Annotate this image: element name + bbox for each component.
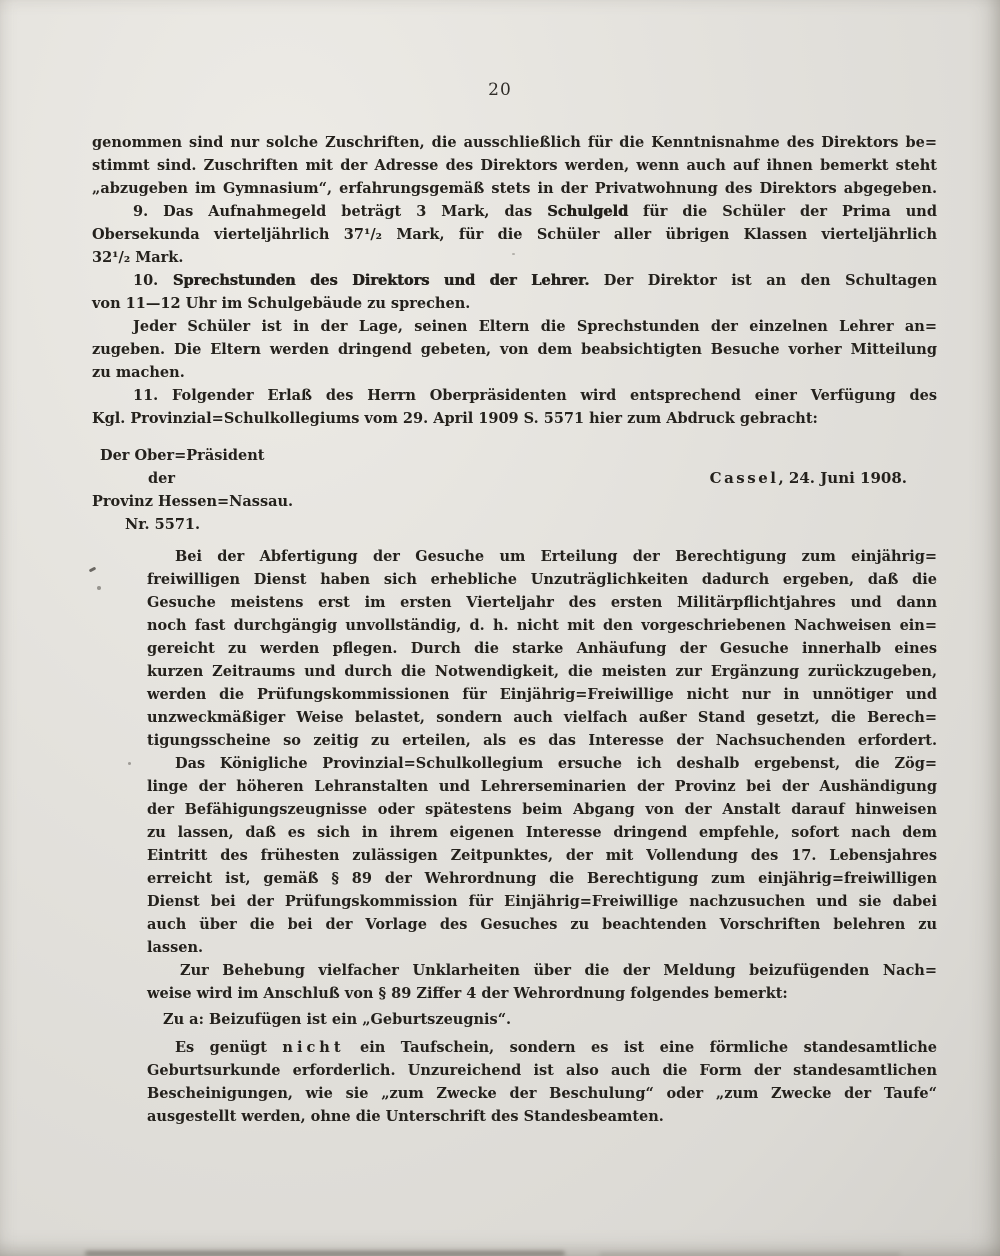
text-run: weise wird im Anschluß von § 89 Ziffer 4 der Wehrordnung folgendes bemerkt: [147,985,788,1002]
ink-speck [97,586,101,590]
text-line [92,407,937,430]
text-line [147,683,937,706]
text-run: Geburtsurkunde erforderlich. Unzureichend ist also auch die Form der standesamtlichen [147,1062,937,1079]
text-line [147,1008,937,1031]
text-line [147,614,937,637]
emphasized-text: Schulgeld [547,203,629,220]
main-text-block [92,131,937,430]
text-run: Zu a: Beizufügen ist ein „Geburtszeugnis“. [163,1011,512,1028]
letter-dateline [710,467,907,490]
sender-file-number: Nr. 5571. [125,516,201,533]
text-run: freiwilligen Dienst haben sich erhebliche Unzuträglichkeiten dadurch ergeben, daß die [147,571,937,588]
text-line [147,890,937,913]
text-line [147,775,937,798]
page-number: 20 [488,80,512,100]
text-run: zu lassen, daß es sich in ihrem eigenen Interesse dringend empfehle, sofort nach dem [147,824,937,841]
text-line [147,936,937,959]
text-line [92,361,937,384]
text-run: ausgestellt werden, ohne die Unterschrift des Standesbeamten. [147,1108,664,1125]
text-line [147,568,937,591]
paragraph [92,384,937,430]
text-line [147,798,937,821]
text-line [147,660,937,683]
text-run: Eintritt des frühesten zulässigen Zeitpunktes, der mit Vollendung des 17. Lebensjahres [147,847,937,864]
text-run: Bescheinigungen, wie sie „zum Zwecke der Beschulung“ oder „zum Zwecke der Taufe“ [147,1085,937,1102]
text-run: 10. [133,272,173,289]
ink-speck [347,228,350,231]
text-line [92,315,937,338]
letterhead-block [92,444,937,536]
paragraph [147,1008,937,1031]
text-run: zu machen. [92,364,185,381]
letter-body-block [147,545,937,1128]
paragraph [92,269,937,315]
text-run: auch über die bei der Vorlage des Gesuches zu beachtenden Vorschriften belehren zu [147,916,937,933]
text-run: linge der höheren Lehranstalten und Lehrerseminarien der Provinz bei der Aushändigung [147,778,937,795]
text-run: noch fast durchgängig unvollständig, d. h. nicht mit den vorgeschriebenen Nachweisen ein= [147,617,937,634]
text-run: ein Taufschein, sondern es ist eine förmliche standesamtliche [344,1039,937,1056]
ink-speck [128,762,131,765]
text-line [147,982,937,1005]
text-line [147,1082,937,1105]
ink-speck [89,567,97,573]
text-line [147,545,937,568]
text-line [147,1036,937,1059]
text-run: Es genügt [175,1039,283,1056]
text-run: für die Schüler der Prima und [628,203,937,220]
ink-speck [512,253,515,255]
text-line [92,131,937,154]
text-run: Obersekunda vierteljährlich 37¹/₂ Mark, für die Schüler aller übrigen Klassen vierteljährlich [92,226,937,243]
text-line [92,200,937,223]
text-run: kurzen Zeitraums und durch die Notwendigkeit, die meisten zur Ergänzung zurückzugeben, [147,663,937,680]
text-line [147,591,937,614]
text-line [92,177,937,200]
text-run: stimmt sind. Zuschriften mit der Adresse des Direktors werden, wenn auch auf ihnen bemerkt steht [92,157,937,174]
text-line [147,821,937,844]
text-run: Der Direktor ist an den Schultagen [589,272,937,289]
text-line [147,706,937,729]
text-line [92,338,937,361]
paragraph [147,545,937,752]
text-run: lassen. [147,939,204,956]
text-run: 11. Folgender Erlaß des Herrn Oberpräsidenten wird entsprechend einer Verfügung des [133,387,937,404]
sender-title: Der Ober=Präsident [100,447,265,464]
text-line [147,959,937,982]
text-line [147,867,937,890]
sender-der: der [148,470,176,487]
text-run: Zur Behebung vielfacher Unklarheiten über die der Meldung beizufügenden Nach= [180,962,937,979]
paragraph [147,752,937,959]
text-line [147,844,937,867]
text-line [92,223,937,246]
emphasized-text: Sprechstunden des Direktors und der Lehrer. [172,272,590,289]
text-run: werden die Prüfungskommissionen für Einjährig=Freiwillige nicht nur in unnötiger und [147,686,937,703]
dateline-date: , 24. Juni 1908. [778,469,907,487]
text-line [147,913,937,936]
paragraph [147,959,937,1005]
text-run: tigungsscheine so zeitig zu erteilen, als es das Interesse der Nachsuchenden erfordert. [147,732,937,749]
sender-province: Provinz Hessen=Nassau. [92,493,294,510]
paragraph [92,200,937,269]
text-run: der Befähigungszeugnisse oder spätestens beim Abgang von der Anstalt darauf hinweisen [147,801,937,818]
scan-edge-smudge [85,1251,565,1256]
letterspaced-text: nicht [282,1039,345,1056]
text-run: Jeder Schüler ist in der Lage, seinen Eltern die Sprechstunden der einzelnen Lehrer an= [133,318,937,335]
text-run: Gesuche meistens erst im ersten Vierteljahr des ersten Militärpflichtjahres und dann [147,594,937,611]
text-line [92,269,937,292]
text-run: Bei der Abfertigung der Gesuche um Erteilung der Berechtigung zum einjährig= [175,548,937,565]
text-line [147,729,937,752]
text-run: „abzugeben im Gymnasium“, erfahrungsgemäß stets in der Privatwohnung des Direktors abgegeben. [92,180,937,197]
text-run: von 11—12 Uhr im Schulgebäude zu sprechen. [92,295,471,312]
text-line [147,752,937,775]
text-run: unzweckmäßiger Weise belastet, sondern auch vielfach außer Stand gesetzt, die Berech= [147,709,937,726]
text-line [147,1059,937,1082]
text-run: Kgl. Provinzial=Schulkollegiums vom 29. April 1909 S. 5571 hier zum Abdruck gebracht: [92,410,818,427]
text-line [92,246,937,269]
paragraph [92,315,937,384]
dateline-place: Cassel [709,469,779,487]
paragraph [147,1036,937,1128]
text-run: erreicht ist, gemäß § 89 der Wehrordnung die Berechtigung zum einjährig=freiwilligen [147,870,937,887]
text-line [147,637,937,660]
paragraph [92,131,937,200]
text-run: Dienst bei der Prüfungskommission für Einjährig=Freiwillige nachzusuchen und sie dabei [147,893,937,910]
text-run: Das Königliche Provinzial=Schulkollegium ersuche ich deshalb ergebenst, die Zög= [175,755,937,772]
text-line [92,384,937,407]
text-run: 32¹/₂ Mark. [92,249,184,266]
text-line [147,1105,937,1128]
text-line [92,292,937,315]
text-run: 9. Das Aufnahmegeld beträgt 3 Mark, das [133,203,548,220]
text-run: genommen sind nur solche Zuschriften, die ausschließlich für die Kenntnisnahme des Direktors be= [92,134,937,151]
text-run: zugeben. Die Eltern werden dringend gebeten, von dem beabsichtigten Besuche vorher Mitteilung [92,341,937,358]
text-line [92,154,937,177]
text-run: gereicht zu werden pflegen. Durch die starke Anhäufung der Gesuche innerhalb eines [147,640,937,657]
